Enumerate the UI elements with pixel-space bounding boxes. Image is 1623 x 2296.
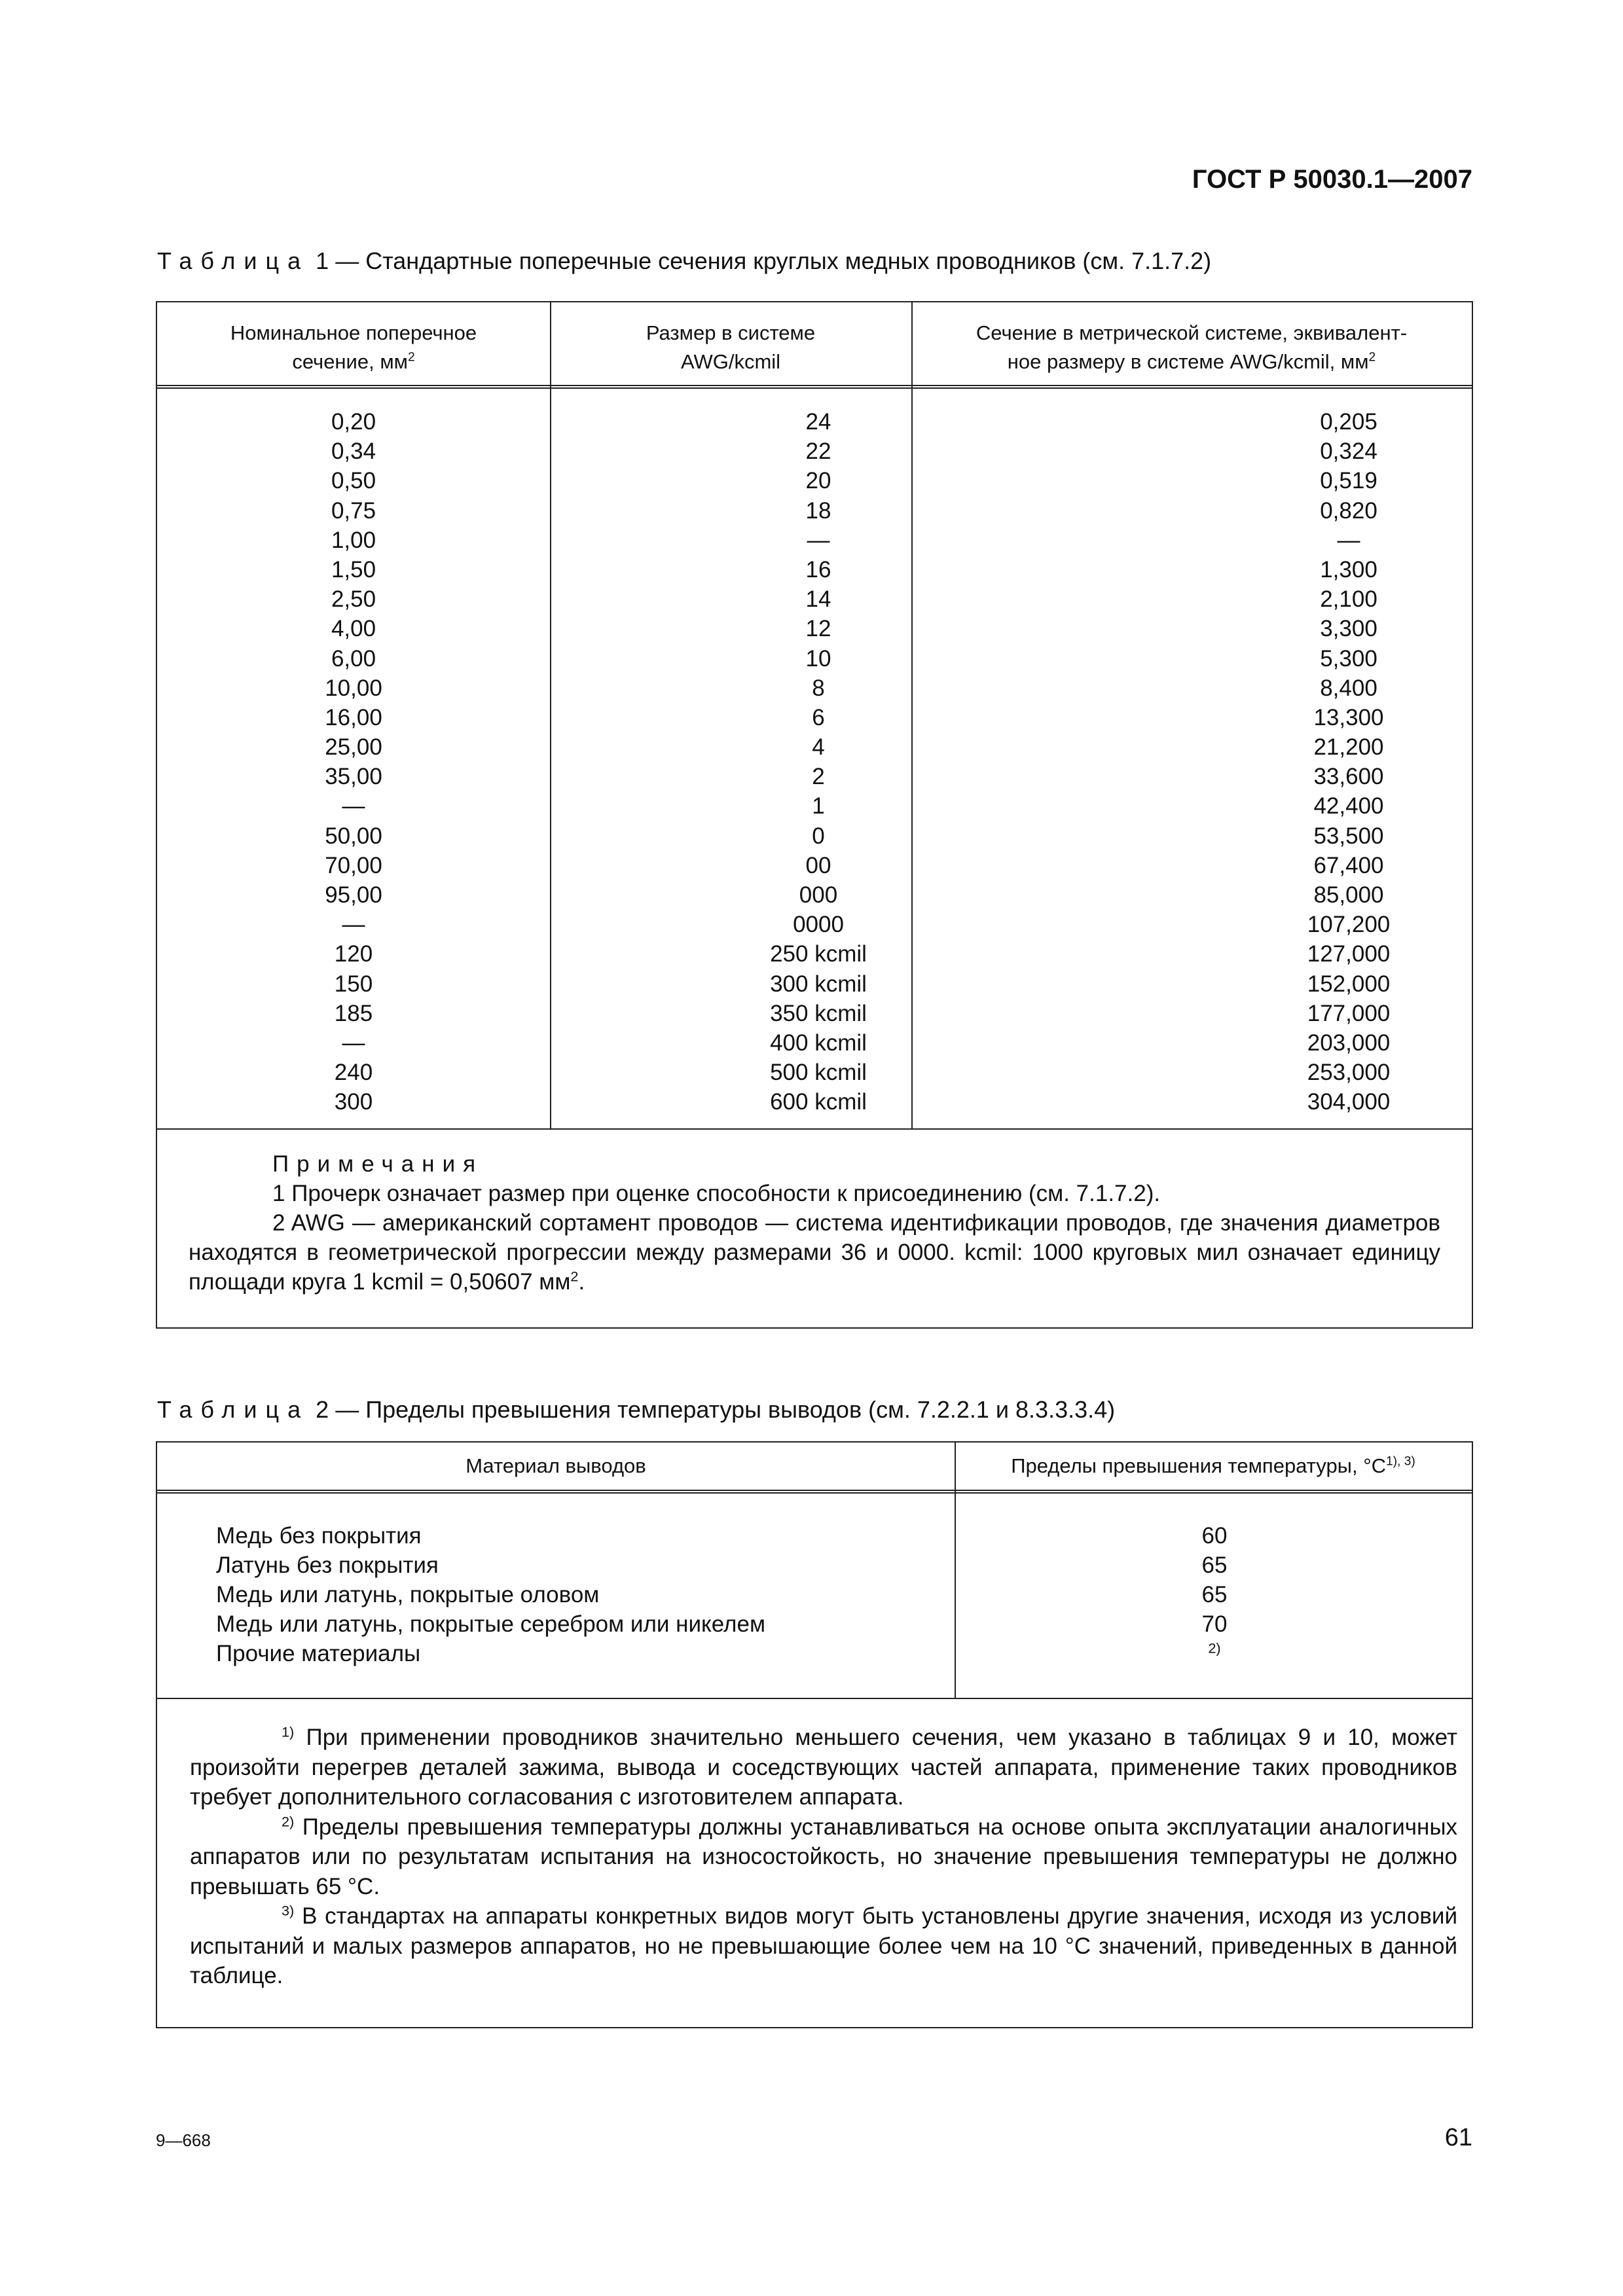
table2-column-material xyxy=(216,1521,765,1668)
table1-cell-metric: 0,205 xyxy=(1320,409,1377,435)
table1-cell-metric: 127,000 xyxy=(1307,941,1391,967)
table1-cell-nominal: 50,00 xyxy=(325,823,382,849)
table1-cell-awg: 12 xyxy=(805,616,831,642)
table1-cell-awg: 500 kcmil xyxy=(770,1060,867,1086)
table1-header-metric: Сечение в метрической системе, эквивалент- ное размеру в системе AWG/kcmil, $мм^2$ xyxy=(976,321,1408,373)
table1-cell-metric: 1,300 xyxy=(1320,556,1377,583)
table1-cell-nominal: 16,00 xyxy=(325,704,382,730)
table1-col-divider xyxy=(550,302,551,1128)
table1-notes-separator xyxy=(157,1128,1472,1130)
table2-caption-text: 2 — Пределы превышения температуры выводов (см. 7.2.2.1 и 8.3.3.3.4) xyxy=(316,1396,1116,1423)
table1-cell-nominal: 2,50 xyxy=(331,586,376,613)
table1-header-nominal: Номинальное поперечное сечение, $мм^2$ xyxy=(230,321,477,373)
table1-cell-nominal: 0,20 xyxy=(331,409,376,435)
table1-cell-awg: 24 xyxy=(805,409,831,435)
table2-cell-material: Медь или латунь, покрытые серебром или никелем xyxy=(216,1611,766,1637)
table1-cell-awg: 00 xyxy=(805,852,831,878)
table1-cell-awg: 14 xyxy=(805,586,831,613)
table2 xyxy=(156,1441,1473,2028)
table1-cell-nominal: — xyxy=(342,793,365,819)
table1-cell-nominal: 1,00 xyxy=(331,527,376,553)
table2-cell-material: Прочие материалы xyxy=(216,1641,421,1666)
table2-cell-limit: 70 xyxy=(1201,1611,1228,1637)
table1-cell-metric: 304,000 xyxy=(1307,1089,1391,1115)
footer-print-code: 9—668 xyxy=(156,2130,211,2150)
note-2: 2 AWG — американский сортамент проводов — система идентификации проводов, где значения диаметров находятся в геометрической прогрессии между размерами 36 и 0000. kcmil: 1000 круговых мил означает единицу площади круга 1 kcmil = 0,50607 $мм^2$. xyxy=(189,1210,1440,1295)
table1-cell-nominal: 6,00 xyxy=(331,645,376,672)
page-number: 61 xyxy=(1444,2124,1472,2151)
document-code: ГОСТ Р 50030.1—2007 xyxy=(1192,165,1472,194)
table1-cell-awg: 6 xyxy=(812,704,825,730)
table1-cell-awg: 000 xyxy=(799,882,838,908)
table2-header-separator xyxy=(157,1490,1472,1494)
table1-cell-metric: 203,000 xyxy=(1307,1030,1391,1056)
table1-cell-awg: 350 kcmil xyxy=(770,1000,867,1026)
table1-cell-nominal: — xyxy=(342,1030,365,1056)
table1-cell-metric: 152,000 xyxy=(1307,971,1391,997)
table1-caption-word: Таблица xyxy=(157,247,310,274)
table1-cell-metric: 85,000 xyxy=(1313,882,1384,908)
table2-header-limits: Пределы превышения температуры, $^\circ C^{1), 3)}$ xyxy=(1011,1454,1415,1477)
table1-cell-metric: 13,300 xyxy=(1313,704,1384,730)
table2-cell-limit: 2) xyxy=(1208,1640,1221,1657)
table1-cell-nominal: 70,00 xyxy=(325,852,382,878)
table1-cell-awg: 8 xyxy=(812,675,825,701)
table2-column-limits xyxy=(956,1521,1473,1668)
table1-cell-metric: 0,519 xyxy=(1320,468,1377,494)
table1-cell-metric: 0,324 xyxy=(1320,439,1377,465)
table1-cell-nominal: 4,00 xyxy=(331,616,376,642)
table1-notes xyxy=(189,1149,1440,1297)
table1-header-separator xyxy=(157,385,1472,389)
table1-cell-nominal: 25,00 xyxy=(325,734,382,761)
table1-cell-nominal: 1,50 xyxy=(331,556,376,583)
table1-cell-awg: 1 xyxy=(812,793,825,819)
table2-cell-limit: 65 xyxy=(1201,1552,1228,1578)
table1-caption xyxy=(157,247,1211,275)
table1-cell-awg: 0000 xyxy=(793,912,844,938)
table1-cell-nominal: 150 xyxy=(334,971,373,997)
table1-cell-nominal: — xyxy=(342,912,365,938)
table1-cell-metric: 67,400 xyxy=(1313,852,1384,878)
table1-cell-awg: 22 xyxy=(805,439,831,465)
table1-cell-awg: 250 kcmil xyxy=(770,941,867,967)
table1-cell-nominal: 0,34 xyxy=(331,439,376,465)
table1-cell-nominal: 35,00 xyxy=(325,764,382,790)
table1-cell-metric: 3,300 xyxy=(1320,616,1377,642)
table1-cell-awg: 400 kcmil xyxy=(770,1030,867,1056)
table1-cell-awg: — xyxy=(807,527,830,553)
table2-cell-material: Латунь без покрытия xyxy=(216,1552,439,1578)
table1-cell-nominal: 120 xyxy=(334,941,373,967)
note-1: 1 Прочерк означает размер при оценке способности к присоединению (см. 7.1.7.2). xyxy=(272,1181,1161,1206)
table1-cell-awg: 2 xyxy=(812,764,825,790)
table2-caption-word: Таблица xyxy=(157,1396,310,1423)
table2-footnotes xyxy=(190,1723,1457,1991)
table1-cell-nominal: 185 xyxy=(334,1000,373,1026)
table1-cell-awg: 20 xyxy=(805,468,831,494)
table1-column-metric xyxy=(1244,407,1453,1117)
footnote-1: $^{1)}$ При применении проводников значительно меньшего сечения, чем указано в таблицах 9 и 10, может произойти перегрев деталей зажима, вывода и соседствующих частей аппарата, применение таких проводников требует дополнительного согласования с изготовителем аппарата. xyxy=(190,1723,1457,1810)
table1-cell-metric: — xyxy=(1337,527,1360,553)
table1-column-awg xyxy=(720,407,917,1117)
table2-cell-limit: 65 xyxy=(1201,1582,1228,1607)
table1-cell-awg: 300 kcmil xyxy=(770,971,867,997)
table2-footnotes-separator xyxy=(157,1698,1472,1699)
table2-cell-material: Медь без покрытия xyxy=(216,1523,422,1549)
table1-cell-awg: 4 xyxy=(812,734,825,761)
table1-cell-nominal: 240 xyxy=(334,1060,373,1086)
table2-caption xyxy=(157,1396,1115,1424)
table1-cell-metric: 53,500 xyxy=(1313,823,1384,849)
table1-header-awg: Размер в системе AWG/kcmil xyxy=(646,321,816,373)
table1-cell-metric: 8,400 xyxy=(1320,675,1377,701)
table1-cell-metric: 107,200 xyxy=(1307,912,1391,938)
table1-cell-awg: 18 xyxy=(805,497,831,524)
table1-cell-nominal: 0,50 xyxy=(331,468,376,494)
table1-cell-nominal: 10,00 xyxy=(325,675,382,701)
table2-cell-material: Медь или латунь, покрытые оловом xyxy=(216,1582,600,1607)
table1-cell-awg: 16 xyxy=(805,556,831,583)
table1-cell-metric: 33,600 xyxy=(1313,764,1384,790)
table1-cell-metric: 0,820 xyxy=(1320,497,1377,524)
table1 xyxy=(156,301,1473,1329)
table1-cell-metric: 2,100 xyxy=(1320,586,1377,613)
table1-cell-metric: 253,000 xyxy=(1307,1060,1391,1086)
table1-cell-metric: 42,400 xyxy=(1313,793,1384,819)
table1-cell-nominal: 95,00 xyxy=(325,882,382,908)
table1-cell-metric: 5,300 xyxy=(1320,645,1377,672)
table1-cell-nominal: 300 xyxy=(334,1089,373,1115)
table1-cell-awg: 10 xyxy=(805,645,831,672)
table1-cell-awg: 600 kcmil xyxy=(770,1089,867,1115)
notes-title: Примечания xyxy=(272,1151,484,1177)
footnote-2: $^{2)}$ Пределы превышения температуры должны устанавливаться на основе опыта эксплуатации аналогичных аппаратов или по результатам испытания на износостойкость, но значение превышения температуры не должно превышать 65 °C. xyxy=(190,1812,1457,1899)
table1-cell-nominal: 0,75 xyxy=(331,497,376,524)
table1-cell-awg: 0 xyxy=(812,823,825,849)
table2-header-material: Материал выводов xyxy=(465,1454,646,1477)
table2-cell-limit: 60 xyxy=(1201,1523,1228,1549)
table1-column-nominal xyxy=(249,407,458,1117)
table1-caption-text: 1 — Стандартные поперечные сечения круглых медных проводников (см. 7.1.7.2) xyxy=(316,247,1212,274)
table1-cell-metric: 21,200 xyxy=(1313,734,1384,761)
footnote-3: $^{3)}$ В стандартах на аппараты конкретных видов могут быть установлены другие значения, исходя из условий испытаний и малых размеров аппаратов, но не превышающие более чем на 10 °C значений, приведенных в данной таблице. xyxy=(190,1902,1457,1988)
table1-cell-metric: 177,000 xyxy=(1307,1000,1391,1026)
